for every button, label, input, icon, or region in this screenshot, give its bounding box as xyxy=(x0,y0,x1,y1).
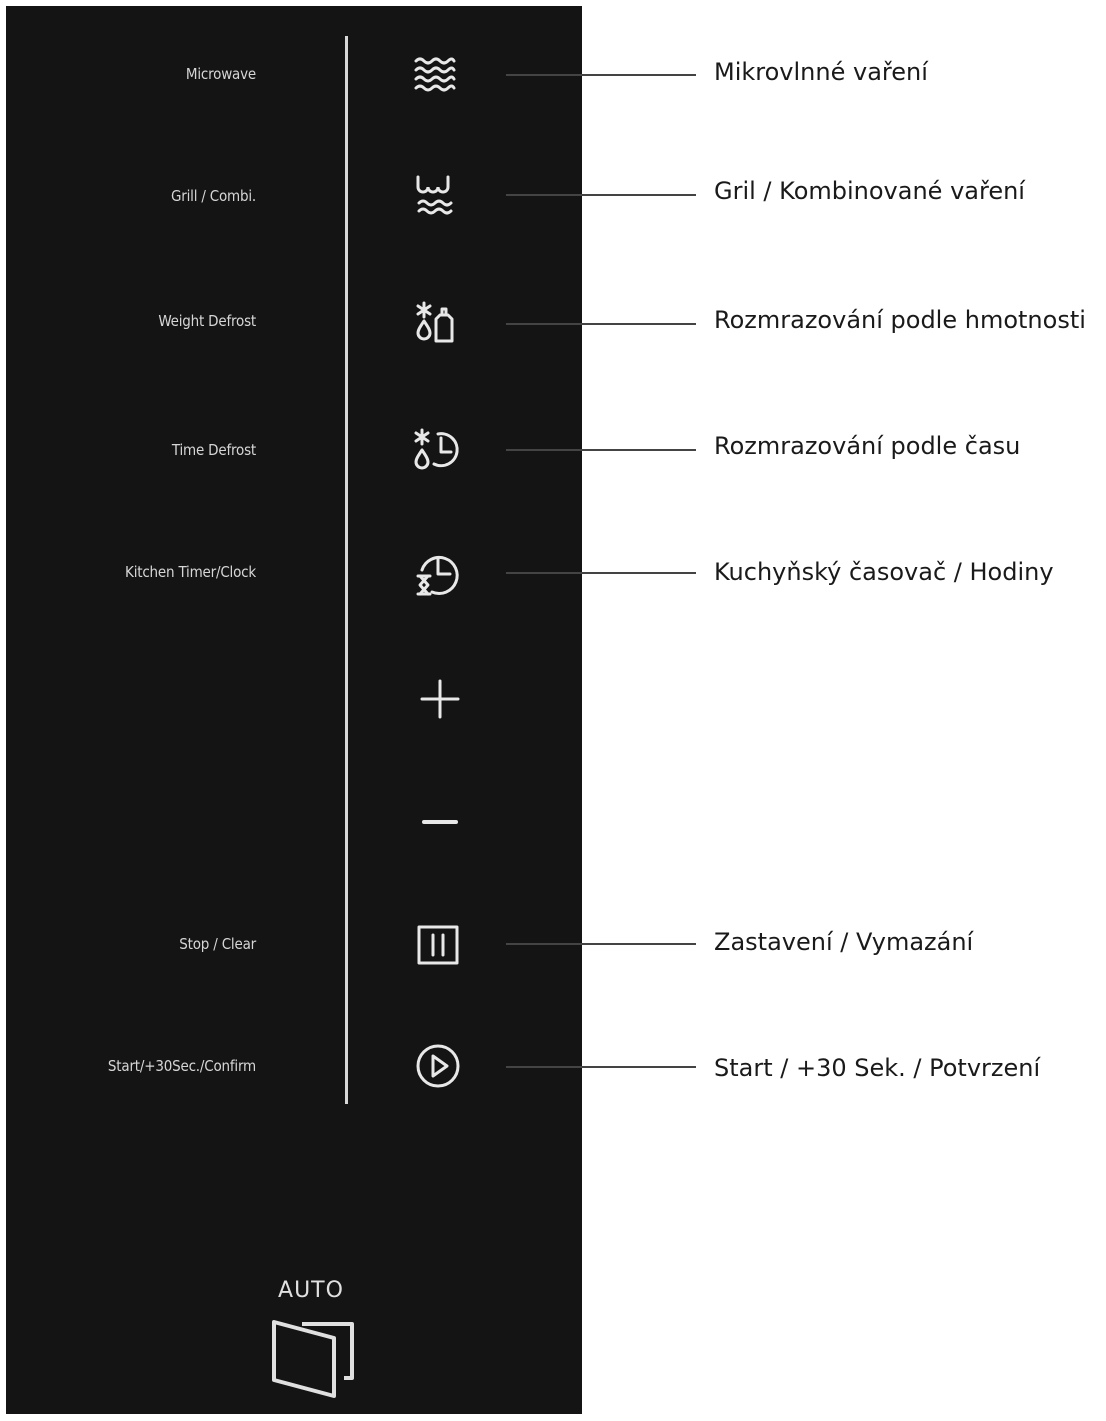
minus-button[interactable] xyxy=(402,788,466,852)
leader-line-weight-defrost xyxy=(506,323,696,325)
panel-divider xyxy=(345,36,348,1104)
callout-grill-combi: Gril / Kombinované vaření xyxy=(714,177,1025,205)
label-microwave: Microwave xyxy=(185,65,256,83)
callout-weight-defrost: Rozmrazování podle hmotnosti xyxy=(714,306,1086,334)
callout-stop-clear: Zastavení / Vymazání xyxy=(714,928,974,956)
microwave-button[interactable] xyxy=(402,41,466,105)
weight-defrost-icon xyxy=(402,291,466,355)
kitchen-timer-clock-button[interactable] xyxy=(402,542,466,606)
time-defrost-button[interactable] xyxy=(402,418,466,482)
label-grill-combi: Grill / Combi. xyxy=(170,187,256,205)
label-time-defrost: Time Defrost xyxy=(171,441,256,459)
callout-kitchen-timer: Kuchyňský časovač / Hodiny xyxy=(714,558,1054,586)
control-panel xyxy=(6,6,582,1414)
kitchen-timer-clock-icon xyxy=(402,542,466,606)
auto-label: AUTO xyxy=(278,1278,344,1303)
grill-combi-icon xyxy=(402,163,466,227)
minus-icon xyxy=(402,788,466,852)
microwave-waves-icon xyxy=(402,41,466,105)
grill-combi-button[interactable] xyxy=(402,163,466,227)
stop-clear-icon xyxy=(402,912,466,976)
leader-line-stop-clear xyxy=(506,943,696,945)
label-kitchen-timer: Kitchen Timer/Clock xyxy=(125,563,256,581)
weight-defrost-button[interactable] xyxy=(402,291,466,355)
auto-programs-icon xyxy=(268,1312,358,1402)
leader-line-time-defrost xyxy=(506,449,696,451)
callout-time-defrost: Rozmrazování podle času xyxy=(714,432,1021,460)
leader-line-grill-combi xyxy=(506,194,696,196)
leader-line-start xyxy=(506,1066,696,1068)
start-play-icon xyxy=(402,1033,466,1097)
label-stop-clear: Stop / Clear xyxy=(179,935,256,953)
plus-icon xyxy=(402,665,466,729)
time-defrost-icon xyxy=(402,418,466,482)
label-weight-defrost: Weight Defrost xyxy=(158,312,256,330)
leader-line-kitchen-timer xyxy=(506,572,696,574)
label-start: Start/+30Sec./Confirm xyxy=(107,1057,256,1075)
start-button[interactable] xyxy=(402,1033,466,1097)
callout-start: Start / +30 Sek. / Potvrzení xyxy=(714,1054,1041,1082)
stop-clear-button[interactable] xyxy=(402,912,466,976)
callout-microwave: Mikrovlnné vaření xyxy=(714,58,928,86)
auto-button[interactable] xyxy=(264,1278,364,1408)
leader-line-microwave xyxy=(506,74,696,76)
plus-button[interactable] xyxy=(402,665,466,729)
